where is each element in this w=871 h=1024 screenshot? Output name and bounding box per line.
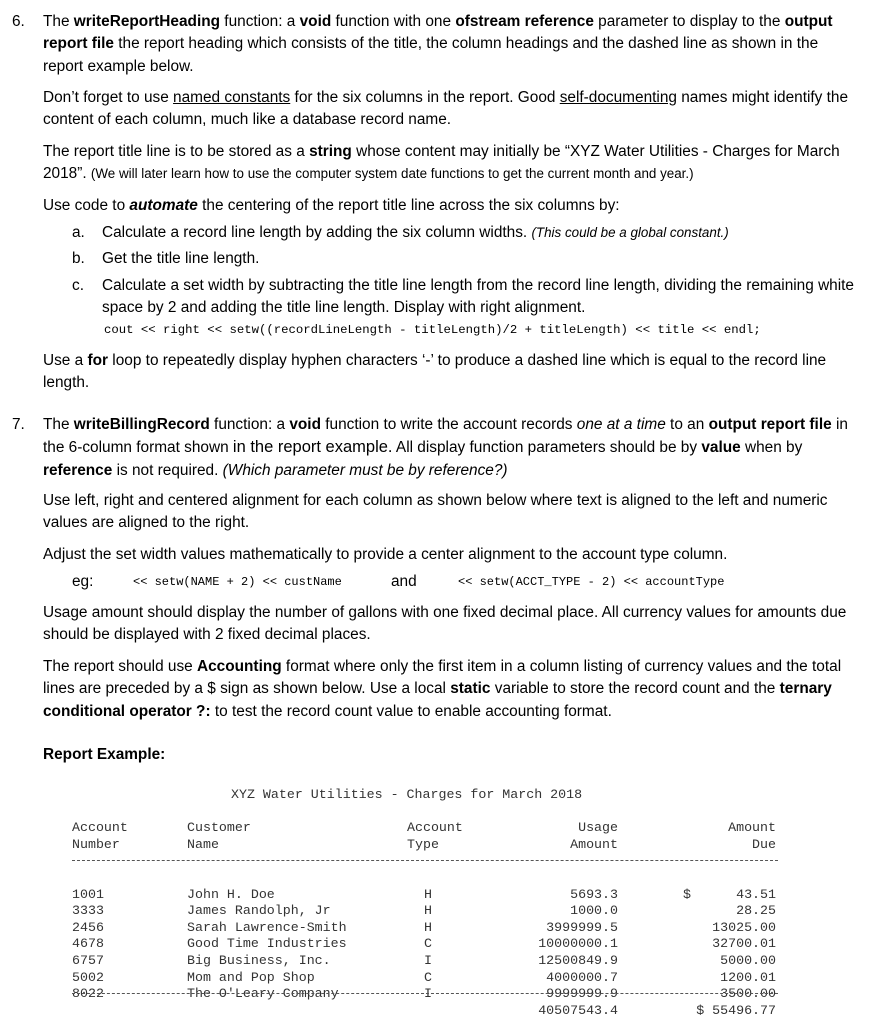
total-due: $ 55496.77	[696, 1003, 776, 1018]
cell: 4000000.7	[546, 969, 618, 985]
dashed-line	[72, 860, 778, 861]
step-letter: a.	[72, 224, 85, 241]
cell: 1000.0	[570, 903, 618, 919]
cell: 10000000.1	[538, 936, 618, 952]
cell: John H. Doe	[187, 886, 275, 902]
header-amount-due: Amount Due	[728, 820, 776, 852]
total-usage: 40507543.4	[538, 1003, 618, 1018]
code-line: cout << right << setw((recordLineLength - titleLength)/2 + titleLength) << title << endl;	[104, 323, 761, 337]
paragraph: The writeReportHeading function: a void function with one ofstream reference parameter to display to the output report file the report heading which consists of the title, the column headings and the dashed line as shown in the report example below.	[43, 13, 833, 75]
eg-and: and	[391, 573, 417, 590]
cell: 1001	[72, 886, 104, 902]
cell: James Randolph, Jr	[187, 903, 331, 919]
item-number: 7.	[12, 416, 25, 433]
cell: 4678	[72, 936, 104, 952]
cell: C	[424, 969, 432, 985]
header-usage-amount: Usage Amount	[570, 820, 618, 852]
column-customer-name	[187, 870, 347, 1003]
cell: 12500849.9	[538, 952, 618, 968]
report-title: XYZ Water Utilities - Charges for March 2018	[231, 787, 583, 802]
paragraph: The writeBillingRecord function: a void function to write the account records one at a time to an output report file in the 6-column format shown in the report example. All display function parameters should be by value when by reference is not required. (Which parameter must be by reference?)	[43, 416, 848, 480]
item-number: 6.	[12, 13, 25, 30]
step-text: Calculate a set width by subtracting the title line length from the record line length, dividing the remaining white space by 2 and adding the title line length. Display with right alignment.	[102, 277, 854, 317]
header-account-number: Account Number	[72, 820, 128, 852]
dashed-line	[72, 993, 778, 994]
code-snippet: << setw(ACCT_TYPE - 2) << accountType	[458, 575, 725, 589]
paragraph: Don’t forget to use named constants for the six columns in the report. Good self-documenting names might identify the content of each column, much like a database record name.	[43, 89, 849, 129]
column-amount-due	[676, 870, 776, 1003]
paragraph: Use a for loop to repeatedly display hyphen characters ‘-’ to produce a dashed line which is equal to the record line length.	[43, 352, 827, 392]
cell: I	[424, 986, 432, 1002]
cell: 3999999.5	[546, 919, 618, 935]
paragraph: Adjust the set width values mathematically to provide a center alignment to the account type column.	[43, 546, 728, 563]
cell: 28.25	[736, 903, 776, 919]
paragraph: The report should use Accounting format where only the first item in a column listing of currency values and the total lines are preceded by a $ sign as shown below. Use a local static variable to store the record count and the ternary conditional operator ?: to test the record count value to enable accounting format.	[43, 658, 842, 720]
cell: Sarah Lawrence-Smith	[187, 919, 347, 935]
step-letter: b.	[72, 250, 85, 267]
cell: The O'Leary Company	[187, 986, 339, 1002]
cell: H	[424, 886, 432, 902]
cell: 9999999.9	[546, 986, 618, 1002]
cell: 32700.01	[712, 936, 776, 952]
paragraph: Use left, right and centered alignment for each column as shown below where text is aligned to the left and numeric values are aligned to the right.	[43, 492, 828, 532]
cell: 3500.00	[720, 986, 776, 1002]
cell: 43.51	[736, 886, 776, 902]
cell: I	[424, 952, 432, 968]
paragraph: Use code to automate the centering of the report title line across the six columns by:	[43, 197, 620, 214]
cell: H	[424, 919, 432, 935]
step-text: Calculate a record line length by adding the six column widths. (This could be a global constant.)	[102, 224, 729, 241]
cell: 13025.00	[712, 919, 776, 935]
column-account-type	[408, 870, 448, 1003]
cell: Good Time Industries	[187, 936, 347, 952]
cell: $	[683, 886, 691, 902]
cell: 8022	[72, 986, 104, 1002]
cell: 5002	[72, 969, 104, 985]
cell: 3333	[72, 903, 104, 919]
report-heading: Report Example:	[43, 746, 166, 763]
cell: C	[424, 936, 432, 952]
cell: Big Business, Inc.	[187, 952, 331, 968]
cell: 5693.3	[570, 886, 618, 902]
step-text: Get the title line length.	[102, 250, 260, 267]
cell: 2456	[72, 919, 104, 935]
column-usage-amount	[478, 870, 618, 1003]
paragraph: The report title line is to be stored as a string whose content may initially be “XYZ Water Utilities - Charges for March 2018”. (We will later learn how to use the computer system date functions to get the current month and year.)	[43, 143, 840, 183]
column-account-number	[72, 870, 104, 1003]
cell: Mom and Pop Shop	[187, 969, 315, 985]
code-snippet: << setw(NAME + 2) << custName	[133, 575, 342, 589]
cell: H	[424, 903, 432, 919]
cell: 5000.00	[720, 952, 776, 968]
eg-label: eg:	[72, 573, 94, 590]
paragraph: Usage amount should display the number of gallons with one fixed decimal place. All currency values for amounts due should be displayed with 2 fixed decimal places.	[43, 604, 847, 644]
header-account-type: Account Type	[407, 820, 463, 852]
cell: 1200.01	[720, 969, 776, 985]
header-customer-name: Customer Name	[187, 820, 251, 852]
step-letter: c.	[72, 277, 84, 294]
cell: 6757	[72, 952, 104, 968]
